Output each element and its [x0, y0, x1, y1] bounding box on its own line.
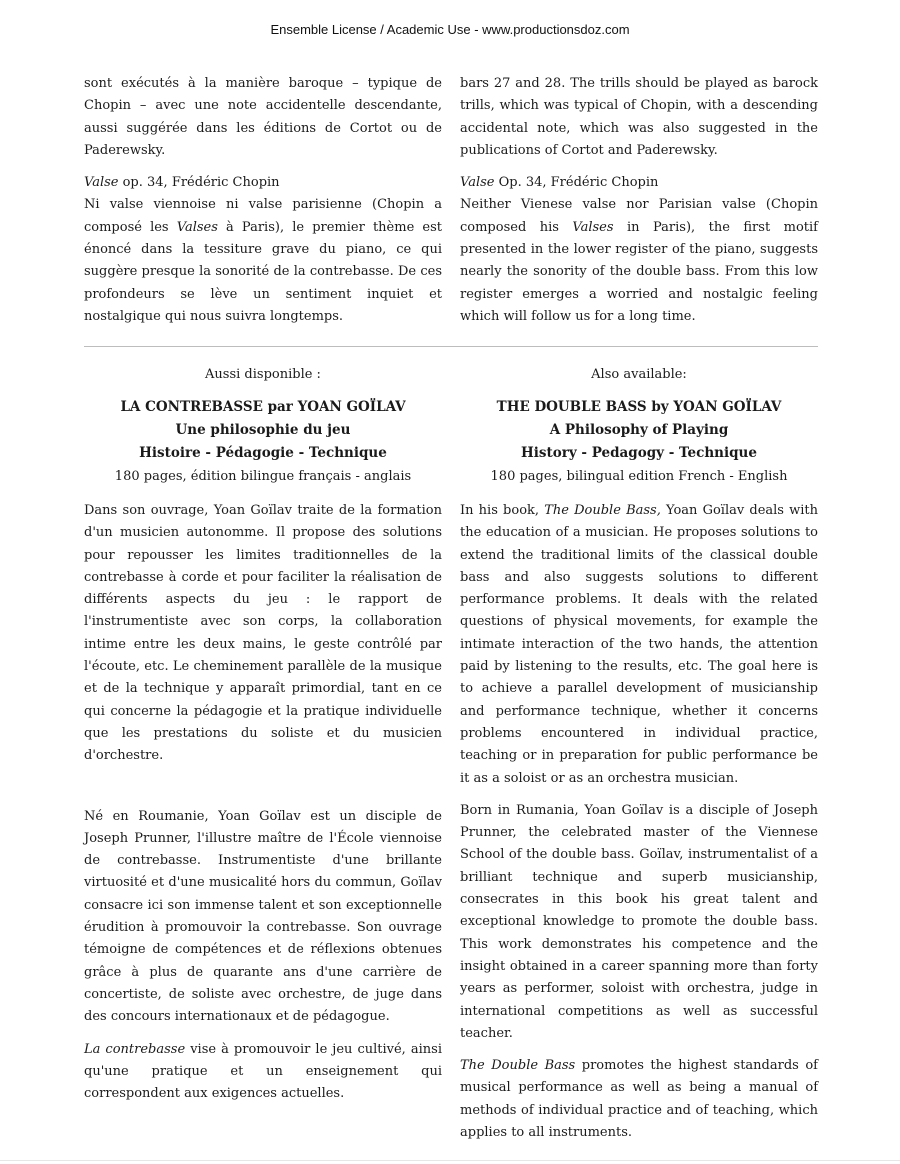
book-title-en: THE DOUBLE BASS by YOAN GOÏLAV: [496, 399, 782, 415]
valse-description-en: [460, 194, 818, 328]
book-title-fr: LA CONTREBASSE par YOAN GOÏLAV: [120, 399, 406, 415]
top-left-column: [84, 73, 442, 328]
book-info-en: 180 pages, bilingual edition French - English: [490, 469, 788, 484]
work-title-en: Valse: [460, 175, 495, 191]
book-topics-fr: Histoire - Pédagogie - Technique: [139, 445, 387, 461]
book-description-en: [460, 500, 818, 790]
book-name-italic-en-1: The Double Bass,: [544, 503, 661, 518]
valses-italic-fr: Valses: [176, 219, 218, 235]
work-rest-fr: op. 34, Frédéric Chopin: [118, 175, 280, 191]
author-bio-fr: Né en Roumanie, Yoan Goïlav est un disciple de Joseph Prunner, l'illustre maître de l'École viennoise de contrebasse. Instrumentiste d'une brillante virtuosité et d'une musicalité hors du commun, Goïlav consacre ici son immense talent et son exceptionnelle érudition à promouvoir la contrebasse. Son ouvrage témoigne de compétences et de réflexions obtenues grâce à plus de quarante ans d'une carrière de concertiste, de soliste avec orchestre, de juge dans des concours internationaux et de pédagogue.: [84, 808, 442, 1025]
also-available-en: [460, 363, 818, 488]
section-divider: [84, 346, 818, 347]
author-bio-en: Born in Rumania, Yoan Goïlav is a disciple of Joseph Prunner, the celebrated master of the Viennese School of the double bass. Goïlav, instrumentalist of a brilliant technique and superb musicianship, consecrates in this book his great talent and exceptional knowledge to promote the double bass. This work demonstrates his competence and the insight obtained in a career spanning more than forty years as performer, soloist with orchestra, judge in international competitions as well as successful teacher.: [460, 802, 818, 1041]
valse-text-b-fr: à Paris), le premier thème est énoncé dans la tessiture grave du piano, ce qui suggère presque la sonorité de la contrebasse. De ces profondeurs se lève un sentiment inquiet et nostalgique qui nous suivra longtemps.: [84, 219, 442, 324]
book-aim-en: [460, 1055, 818, 1144]
book-desc-a-en: In his book,: [460, 503, 545, 518]
book-subtitle-en: A Philosophy of Playing: [549, 422, 729, 438]
work-heading-en: [460, 172, 818, 194]
body-left-column: [84, 500, 442, 1105]
book-topics-en: History - Pedagogy - Technique: [521, 445, 757, 461]
valse-description-fr: [84, 194, 442, 328]
valse-text-b-en: in Paris), the first motif presented in the lower register of the piano, suggests nearly the sonority of the double bass. From this low register emerges a worried and nostalgic feeling which will follow us for a long time.: [460, 219, 818, 324]
book-name-italic-fr: La contrebasse: [84, 1041, 186, 1057]
avail-label-en: Also available:: [591, 367, 687, 382]
avail-label-fr: Aussi disponible :: [205, 367, 321, 382]
chopin-performance-note-fr: sont exécutés à la manière baroque – typique de Chopin – avec une note accidentelle descendante, aussi suggérée dans les éditions de Cortot ou de Paderewsky.: [84, 76, 442, 158]
top-right-column: [460, 73, 818, 328]
work-rest-en: Op. 34, Frédéric Chopin: [494, 175, 659, 191]
work-title-fr: Valse: [84, 175, 119, 191]
also-available-fr: [84, 363, 442, 488]
book-aim-fr: [84, 1039, 442, 1106]
page-bottom-edge: [0, 1160, 900, 1161]
work-heading-fr: [84, 172, 442, 194]
chopin-performance-note-en: bars 27 and 28. The trills should be played as barock trills, which was typical of Chopin, with a descending accidental note, which was also suggested in the publications of Cortot and Paderewsky.: [460, 76, 818, 158]
book-subtitle-fr: Une philosophie du jeu: [175, 422, 351, 438]
body-right-column: [460, 500, 818, 1144]
book-desc-b-en: Yoan Goïlav deals with the education of a musician. He proposes solutions to extend the traditional limits of the classical double bass and also suggests solutions to different performance problems. It deals with the related questions of physical movements, for example the intimate interaction of the two hands, the attention paid by listening to the results, etc. The goal here is to achieve a parallel development of musicianship and performance technique, whether it concerns problems encountered in individual practice, teaching or in preparation for public performance be it as a soloist or as an orchestra musician.: [460, 503, 819, 786]
book-info-fr: 180 pages, édition bilingue français - anglais: [114, 469, 412, 484]
valses-italic-en: Valses: [572, 219, 614, 235]
valse-text-a-en: Neither Vienese valse nor Parisian valse (Chopin composed his: [460, 197, 818, 235]
license-header: Ensemble License / Academic Use - www.productionsdoz.com: [270, 22, 630, 37]
book-aim-text-fr: vise à promouvoir le jeu cultivé, ainsi qu'une pratique et un enseignement qui correspondent aux exigences actuelles.: [84, 1041, 442, 1102]
book-aim-text-en: promotes the highest standards of musical performance as well as being a manual of methods of individual practice and of teaching, which applies to all instruments.: [460, 1058, 818, 1141]
book-name-italic-en-2: The Double Bass: [460, 1058, 576, 1074]
valse-text-a-fr: Ni valse viennoise ni valse parisienne (Chopin a composé les: [84, 197, 442, 235]
book-description-fr: Dans son ouvrage, Yoan Goïlav traite de la formation d'un musicien autonomme. Il propose des solutions pour repousser les limites traditionnelles de la contrebasse à corde et pour faciliter la réalisation de différents aspects du jeu : le rapport de l'instrumentiste avec son corps, la collaboration intime entre les deux mains, le geste contrôlé par l'écoute, etc. Le cheminement parallèle de la musique et de la technique y apparaît primordial, tant en ce qui concerne la pédagogie et la pratique individuelle que les prestations du soliste et du musicien d'orchestre.: [84, 503, 442, 764]
